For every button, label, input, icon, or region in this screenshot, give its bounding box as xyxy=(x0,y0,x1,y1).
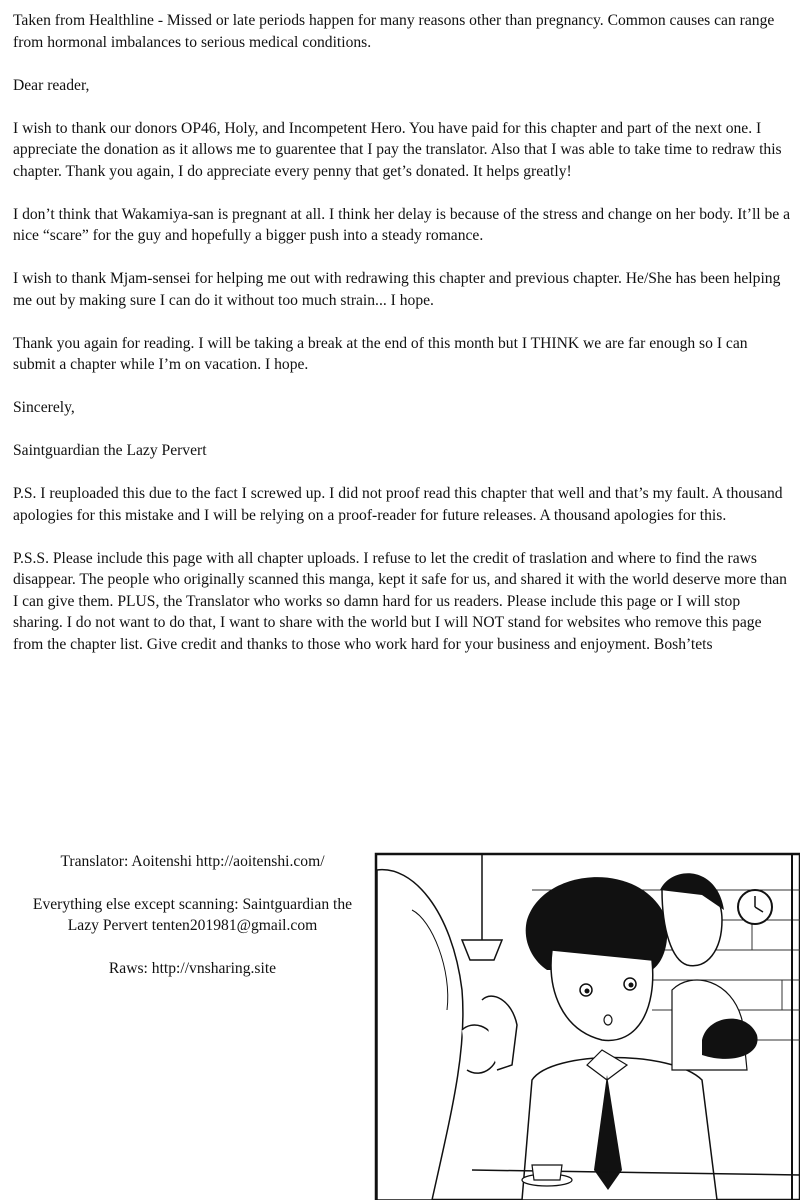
opinion-paragraph: I don’t think that Wakamiya-san is pregnant at all. I think her delay is because of the stress and change on her body. It’ll be a nice “scare” for the guy and hopefully a bigger push into a steady romance. xyxy=(13,205,791,244)
manga-panel xyxy=(372,850,800,1200)
signature-paragraph: Saintguardian the Lazy Pervert xyxy=(13,442,207,459)
break-paragraph: Thank you again for reading. I will be taking a break at the end of this month but I THINK we are far enough so I can submit a chapter while I’m on vacation. I hope. xyxy=(13,334,748,373)
translator-notes xyxy=(13,10,793,677)
credits-block xyxy=(20,851,365,1000)
donors-paragraph: I wish to thank our donors OP46, Holy, and Incompetent Hero. You have paid for this chapter and part of the next one. I appreciate the donation as it allows me to guarentee that I pay the translator. Also that I was able to take time to redraw this chapter. Thank you again, I do appreciate every penny that get’s donated. It helps greatly! xyxy=(13,119,782,180)
helper-paragraph: I wish to thank Mjam-sensei for helping me out with redrawing this chapter and previous chapter. He/She has been helping me out by making sure I can do it without too much strain... I hope. xyxy=(13,270,781,309)
closing-paragraph: Sincerely, xyxy=(13,399,75,416)
greeting-paragraph: Dear reader, xyxy=(13,76,90,94)
editor-credit: Everything else except scanning: Saintguardian the Lazy Pervert tenten201981@gmail.com xyxy=(32,895,353,934)
pss-paragraph: P.S.S. Please include this page with all chapter uploads. I refuse to let the credit of traslation and where to find the raws disappear. The people who originally scanned this manga, kept it safe for us, and shared it with the world deserve more than I can give them. PLUS, the Translator who works so damn hard for us readers. Please include this page or I will stop sharing. I do not want to do that, I want to share with the world but I will NOT stand for websites who remove this page from the chapter list. Give credit and thanks to those who work hard for your business and enjoyment. Bosh’tets xyxy=(13,549,787,653)
manga-panel-icon xyxy=(372,850,800,1200)
intro-paragraph: Taken from Healthline - Missed or late periods happen for many reasons other than pregnancy. Common causes can range from hormonal imbalances to serious medical conditions. xyxy=(13,12,775,51)
raws-credit: Raws: http://vnsharing.site xyxy=(108,959,277,977)
translator-credit: Translator: Aoitenshi http://aoitenshi.com/ xyxy=(60,853,325,870)
ps-paragraph: P.S. I reuploaded this due to the fact I screwed up. I did not proof read this chapter that well and that’s my fault. A thousand apologies for this mistake and I will be relying on a proof-reader for future releases. A thousand apologies for this. xyxy=(13,485,783,524)
